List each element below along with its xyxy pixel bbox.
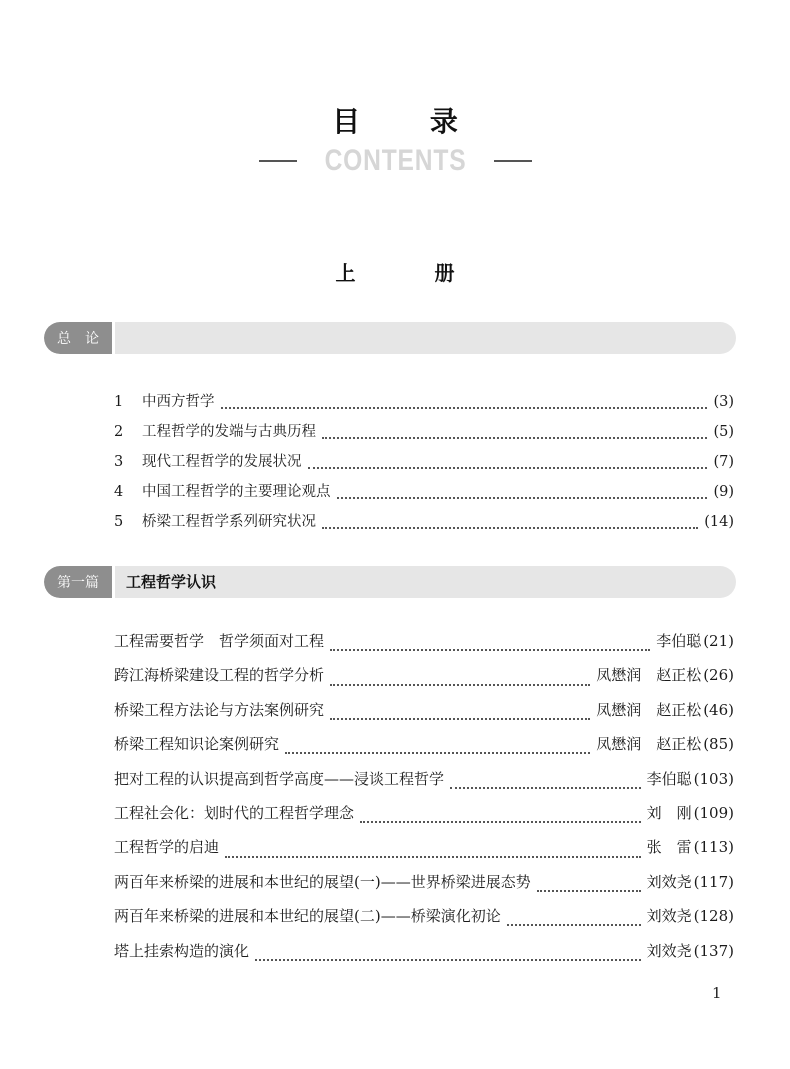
left-dash — [259, 160, 297, 162]
toc-entry[interactable] — [114, 480, 734, 510]
entry-page: (103) — [693, 769, 734, 788]
entry-author: 张 雷 — [646, 838, 692, 857]
toc-entry[interactable] — [114, 802, 734, 836]
toc-list-part-one — [114, 630, 734, 974]
dot-leader — [330, 649, 650, 651]
entry-title: 桥梁工程方法论与方法案例研究 — [114, 700, 325, 719]
entry-page: (26) — [703, 666, 734, 685]
entry-title: 桥梁工程哲学系列研究状况 — [142, 514, 316, 530]
entry-author: 刘效尧 — [646, 872, 692, 891]
toc-entry[interactable] — [114, 768, 734, 802]
entry-title: 工程哲学的启迪 — [114, 838, 220, 857]
entry-author: 凤懋润 赵正松 — [596, 735, 702, 754]
entry-title: 跨江海桥梁建设工程的哲学分析 — [114, 666, 325, 685]
dot-leader — [537, 890, 641, 892]
entry-page: (113) — [693, 838, 734, 857]
entry-author: 刘效尧 — [646, 907, 692, 926]
toc-entry[interactable] — [114, 940, 734, 974]
dot-leader — [337, 497, 708, 499]
entry-title: 工程哲学的发端与古典历程 — [142, 424, 316, 440]
entry-page: (14) — [704, 514, 734, 530]
entry-title: 两百年来桥梁的进展和本世纪的展望(二)——桥梁演化初论 — [114, 907, 501, 926]
entry-title: 桥梁工程知识论案例研究 — [114, 735, 280, 754]
entry-page: (9) — [713, 484, 734, 500]
entry-page: (21) — [703, 632, 734, 650]
section-separator — [112, 566, 115, 598]
entry-author: 刘 刚 — [646, 803, 692, 822]
entry-author: 李伯聪 — [656, 632, 702, 650]
entry-title: 工程社会化：划时代的工程哲学理念 — [114, 803, 355, 822]
toc-entry[interactable] — [114, 836, 734, 870]
dot-leader — [255, 959, 641, 961]
entry-page: (5) — [713, 424, 734, 440]
toc-entry[interactable] — [114, 664, 734, 698]
contents-banner — [0, 143, 790, 179]
toc-entry[interactable] — [114, 390, 734, 420]
page-title: 目 录 — [332, 105, 488, 138]
toc-entry[interactable] — [114, 420, 734, 450]
section-label: 第一篇 — [44, 566, 112, 598]
entry-page: (128) — [693, 907, 734, 926]
dot-leader — [322, 527, 698, 529]
dot-leader — [450, 787, 641, 789]
section-separator — [112, 322, 115, 354]
entry-page: (109) — [693, 803, 734, 822]
entry-number: 2 — [114, 424, 124, 440]
entry-number: 3 — [114, 454, 124, 470]
entry-author: 凤懋润 赵正松 — [596, 666, 702, 685]
entry-page: (137) — [693, 941, 734, 960]
entry-title: 工程需要哲学 哲学须面对工程 — [114, 632, 325, 650]
entry-author: 李伯聪 — [646, 769, 692, 788]
toc-entry[interactable] — [114, 733, 734, 767]
entry-page: (3) — [713, 394, 734, 410]
dot-leader — [330, 684, 590, 686]
entry-number: 5 — [114, 514, 124, 530]
entry-page: (46) — [703, 700, 734, 719]
entry-title: 把对工程的认识提高到哲学高度——浸谈工程哲学 — [114, 769, 445, 788]
entry-title: 塔上挂索构造的演化 — [114, 941, 250, 960]
toc-entry[interactable] — [114, 450, 734, 480]
toc-entry[interactable] — [114, 871, 734, 905]
page-number: 1 — [712, 984, 722, 1002]
dot-leader — [330, 718, 590, 720]
entry-page: (7) — [713, 454, 734, 470]
dot-leader — [308, 467, 708, 469]
entry-title: 中国工程哲学的主要理论观点 — [142, 484, 331, 500]
dot-leader — [322, 437, 707, 439]
entry-page: (117) — [693, 872, 734, 891]
entry-title: 中西方哲学 — [142, 394, 215, 410]
dot-leader — [507, 924, 641, 926]
dot-leader — [225, 856, 641, 858]
entry-number: 1 — [114, 394, 124, 410]
dot-leader — [360, 821, 641, 823]
entry-title: 两百年来桥梁的进展和本世纪的展望(一)——世界桥梁进展态势 — [114, 872, 531, 891]
toc-list-general — [114, 390, 734, 540]
toc-entry[interactable] — [114, 699, 734, 733]
entry-author: 凤懋润 赵正松 — [596, 700, 702, 719]
entry-number: 4 — [114, 484, 124, 500]
entry-title: 现代工程哲学的发展状况 — [142, 454, 302, 470]
toc-entry[interactable] — [114, 630, 734, 664]
volume-title: 上 册 — [335, 261, 491, 285]
section-header-general — [44, 322, 736, 354]
dot-leader — [221, 407, 708, 409]
section-label: 总 论 — [44, 322, 112, 354]
right-dash — [494, 160, 532, 162]
contents-subtitle: CONTENTS — [324, 144, 466, 177]
entry-author: 刘效尧 — [646, 941, 692, 960]
dot-leader — [285, 752, 590, 754]
toc-entry[interactable] — [114, 905, 734, 939]
section-title: 工程哲学认识 — [126, 573, 217, 591]
section-header-part-one — [44, 566, 736, 598]
toc-entry[interactable] — [114, 510, 734, 540]
entry-page: (85) — [703, 735, 734, 754]
